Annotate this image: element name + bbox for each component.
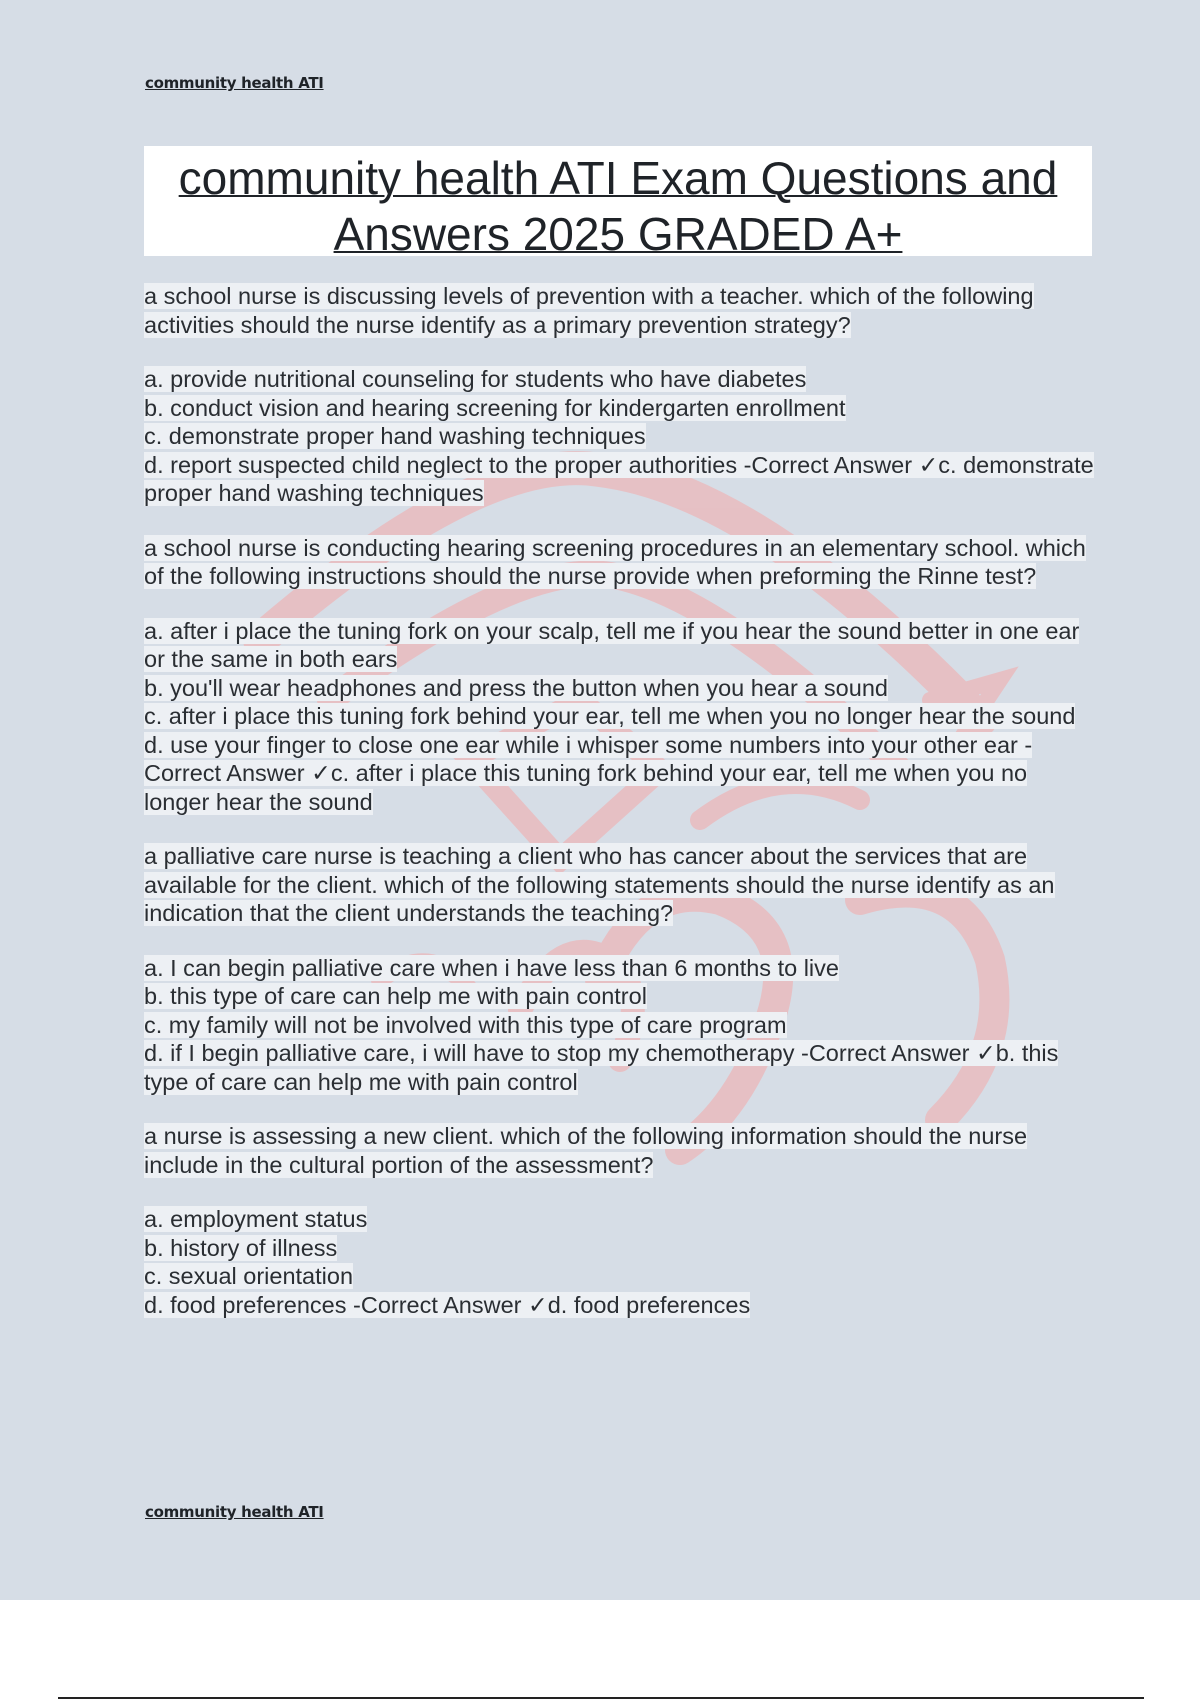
question-block xyxy=(144,1122,1094,1319)
option-list xyxy=(144,617,1094,817)
option-list xyxy=(144,1205,1094,1319)
question-text: a school nurse is discussing levels of prevention with a teacher. which of the following activities should the nurse identify as a primary prevention strategy? xyxy=(144,283,1034,338)
question-text: a palliative care nurse is teaching a client who has cancer about the services that are available for the client. which of the following statements should the nurse identify as an indication that the client understands the teaching? xyxy=(144,843,1055,926)
option-a: a. I can begin palliative care when i have less than 6 months to live xyxy=(144,954,839,981)
question-block xyxy=(144,282,1094,508)
option-list xyxy=(144,365,1094,508)
option-d-with-answer: d. use your finger to close one ear while i whisper some numbers into your other ear -Correct Answer ✓c. after i place this tuning fork behind your ear, tell me when you no longer hear the sound xyxy=(144,731,1033,815)
option-d-with-answer: d. if I begin palliative care, i will have to stop my chemotherapy -Correct Answer ✓b. this type of care can help me with pain control xyxy=(144,1040,1059,1095)
option-a: a. employment status xyxy=(144,1206,368,1232)
page-header: community health ATI xyxy=(145,74,324,92)
option-b: b. conduct vision and hearing screening for kindergarten enrollment xyxy=(144,394,846,421)
question-block xyxy=(144,842,1094,1096)
page-divider-line xyxy=(58,1697,1144,1699)
page-footer: community health ATI xyxy=(145,1503,324,1521)
option-a: a. after i place the tuning fork on your scalp, tell me if you hear the sound better in one ear or the same in both ears xyxy=(144,617,1080,672)
option-c: c. my family will not be involved with this type of care program xyxy=(144,1011,787,1038)
document-title: community health ATI Exam Questions and Answers 2025 GRADED A+ xyxy=(178,152,1058,260)
option-b: b. this type of care can help me with pain control xyxy=(144,983,647,1009)
qa-content xyxy=(144,282,1094,1345)
title-box xyxy=(144,146,1092,260)
option-d-with-answer: d. food preferences -Correct Answer ✓d. food preferences xyxy=(144,1291,751,1318)
option-list xyxy=(144,954,1094,1097)
option-c: c. demonstrate proper hand washing techniques xyxy=(144,423,646,449)
option-d-with-answer: d. report suspected child neglect to the proper authorities -Correct Answer ✓c. demonstrate proper hand washing techniques xyxy=(144,451,1094,506)
question-text: a school nurse is conducting hearing screening procedures in an elementary school. which of the following instructions should the nurse provide when preforming the Rinne test? xyxy=(144,534,1086,589)
option-b: b. you'll wear headphones and press the button when you hear a sound xyxy=(144,674,888,701)
question-block xyxy=(144,534,1094,817)
option-c: c. sexual orientation xyxy=(144,1263,354,1289)
option-c: c. after i place this tuning fork behind your ear, tell me when you no longer hear the sound xyxy=(144,703,1076,729)
option-a: a. provide nutritional counseling for students who have diabetes xyxy=(144,366,807,392)
option-b: b. history of illness xyxy=(144,1234,338,1261)
question-text: a nurse is assessing a new client. which of the following information should the nurse include in the cultural portion of the assessment? xyxy=(144,1123,1028,1178)
